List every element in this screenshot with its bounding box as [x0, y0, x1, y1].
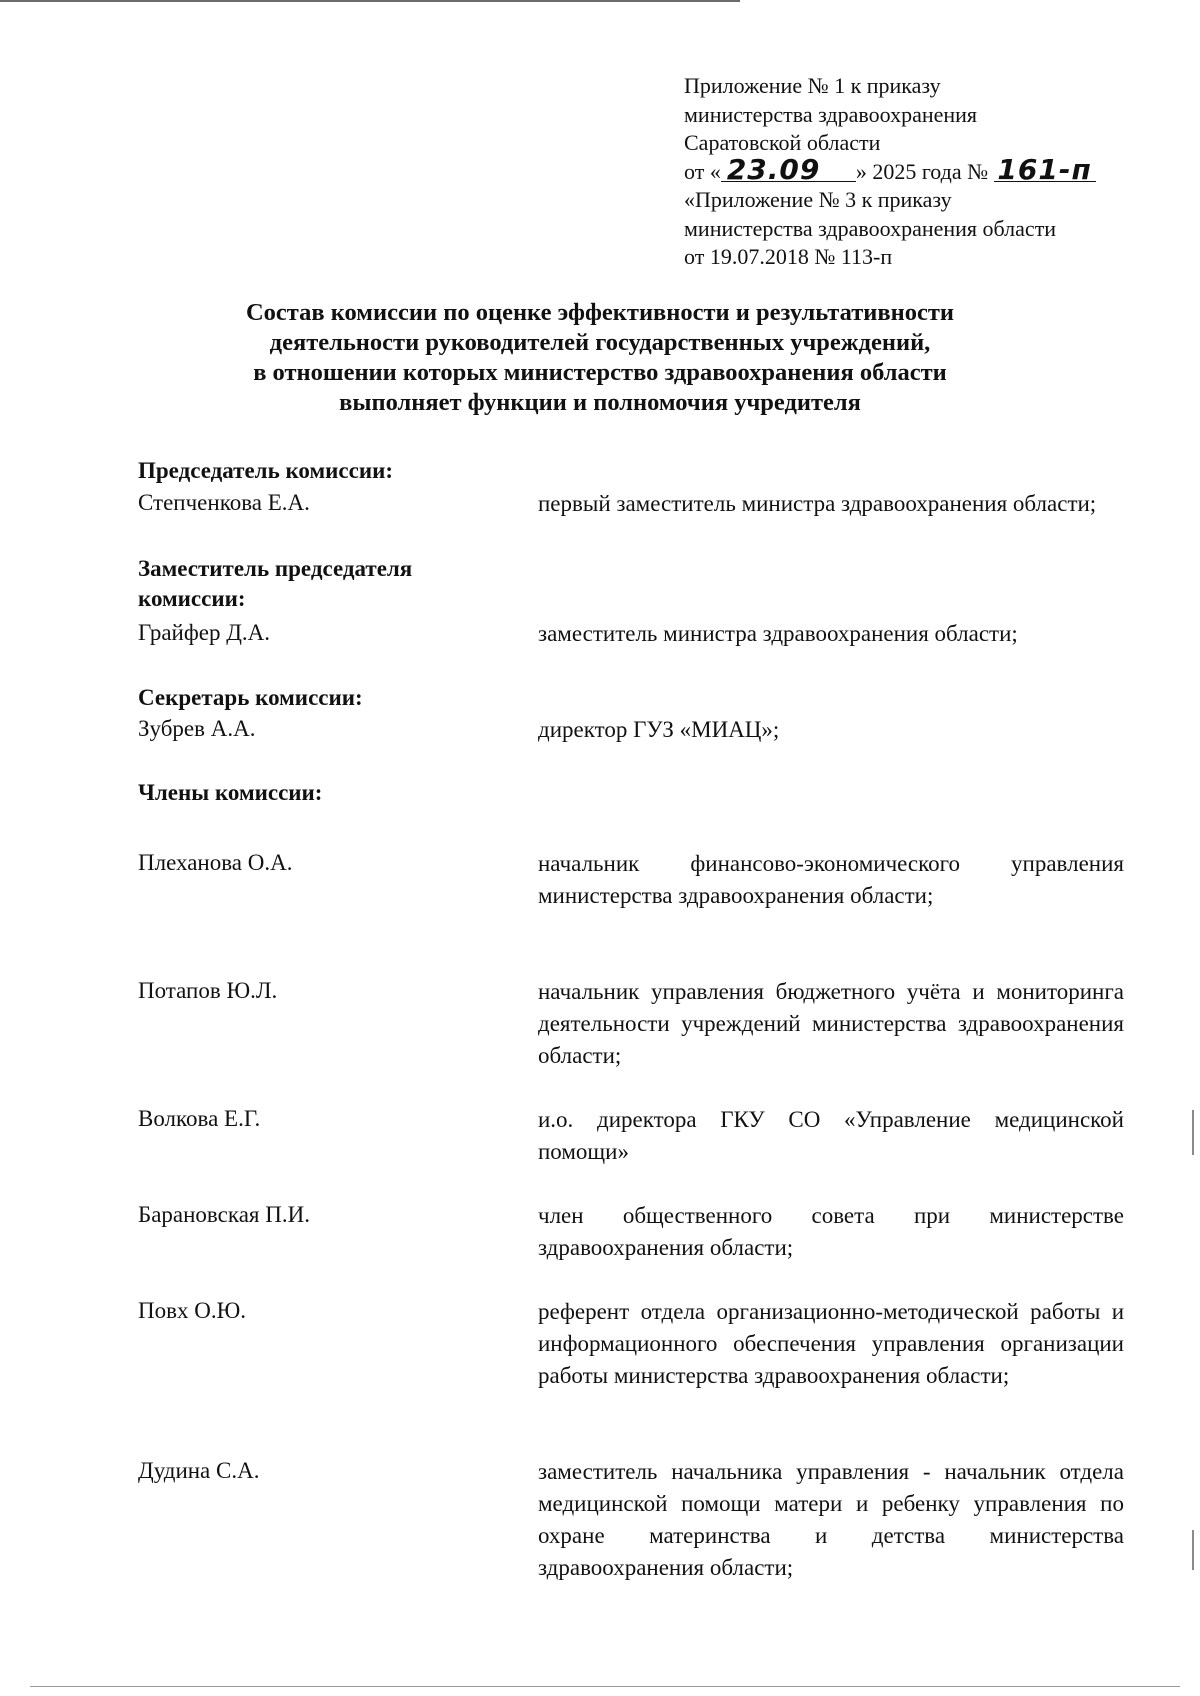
- member-name: Дудина С.А.: [138, 1458, 260, 1483]
- members-heading: Члены комиссии:: [138, 780, 323, 805]
- annex-line: Саратовской области: [684, 130, 881, 155]
- chair-name: Степченкова Е.А.: [138, 490, 310, 515]
- secretary-name: Зубрев А.А.: [138, 716, 256, 741]
- member-position: заместитель начальника управления - начальник отдела медицинской помощи матери и ребенку управления по охране материнства и детства министерства здравоохранения области;: [538, 1459, 1124, 1580]
- handwritten-order-number: 161-п: [994, 159, 1096, 182]
- deputy-heading: [138, 554, 412, 614]
- member-name: Повх О.Ю.: [138, 1298, 246, 1323]
- member-position: начальник управления бюджетного учёта и мониторинга деятельности учреждений министерства здравоохранения области;: [538, 979, 1124, 1068]
- annex-line: от 19.07.2018 № 113-п: [684, 244, 893, 269]
- secretary-position: директор ГУЗ «МИАЦ»;: [538, 717, 780, 742]
- document-title: [150, 298, 1050, 418]
- scan-edge-bottom: [30, 1686, 1180, 1687]
- deputy-heading-line: комиссии:: [138, 586, 246, 611]
- member-position: начальник финансово-экономического управления министерства здравоохранения области;: [538, 851, 1124, 908]
- chair-heading: Председатель комиссии:: [138, 458, 393, 483]
- annex-line: Приложение № 1 к приказу: [684, 73, 941, 98]
- deputy-heading-line: Заместитель председателя: [138, 556, 413, 581]
- scan-mark-right: [1192, 1530, 1194, 1570]
- member-name: Потапов Ю.Л.: [138, 978, 278, 1003]
- annex-line: министерства здравоохранения: [684, 101, 978, 127]
- member-name: Барановская П.И.: [138, 1202, 310, 1227]
- scan-mark-right: [1192, 1110, 1194, 1155]
- chair-position: первый заместитель министра здравоохранения области;: [538, 491, 1097, 516]
- annex-block: [684, 72, 1096, 272]
- scan-edge-top: [0, 0, 740, 2]
- annex-line: министерства здравоохранения области: [684, 215, 1057, 241]
- title-line: в отношении которых министерство здравоохранения области: [253, 359, 947, 386]
- title-line: Состав комиссии по оценке эффективности и результативности: [245, 299, 955, 326]
- member-position: член общественного совета при министерстве здравоохранения области;: [538, 1203, 1124, 1260]
- member-name: Плеханова О.А.: [138, 850, 293, 875]
- handwritten-date: 23.09: [721, 159, 856, 182]
- deputy-name: Грайфер Д.А.: [138, 620, 271, 645]
- member-position: и.о. директора ГКУ СО «Управление медицинской помощи»: [538, 1107, 1124, 1164]
- annex-date-line: [684, 152, 1096, 187]
- member-position: референт отдела организационно-методической работы и информационного обеспечения управления организации работы министерства здравоохранения области;: [538, 1299, 1124, 1388]
- title-line: выполняет функции и полномочия учредителя: [339, 389, 861, 416]
- deputy-position: заместитель министра здравоохранения области;: [538, 621, 1018, 646]
- date-suffix: » 2025 года №: [855, 158, 989, 184]
- title-line: деятельности руководителей государственных учреждений,: [269, 329, 931, 356]
- secretary-heading: Секретарь комиссии:: [138, 685, 363, 710]
- date-prefix: от «: [684, 158, 721, 184]
- member-name: Волкова Е.Г.: [138, 1106, 261, 1131]
- annex-line: «Приложение № 3 к приказу: [684, 187, 952, 212]
